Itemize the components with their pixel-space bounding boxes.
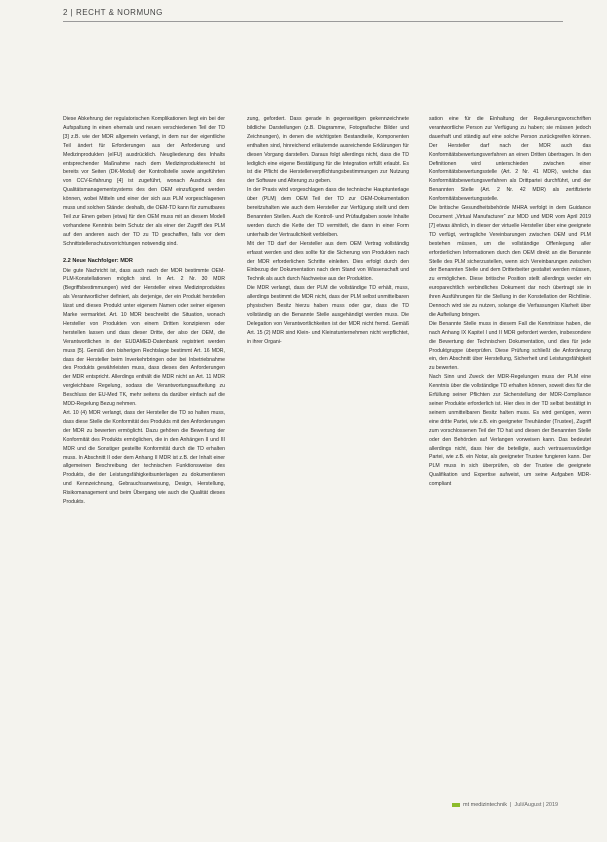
paragraph: In der Praxis wird vorgeschlagen dass die technische Hauptunterlage über (PLM) dem OEM Teil der TD zur OEM-Dokumentation bereitzuhalten wie auch dem Hersteller zur Verfügung stellt und dem Benannten Stellen. Auch die Kontroll- und Prüfaufgaben sowie Inhalte werden durch die Kette der TD vermittelt, die dann in einer Form unterhalb der Vertraulichkeit verbleiben. [247, 187, 409, 238]
column-left [63, 115, 225, 507]
footer-separator: | [510, 802, 512, 808]
issue-label: Juli/August | 2019 [514, 802, 559, 808]
paragraph: Diese Abkehrung der regulatorischen Komplikationen liegt ein bei der Aufspaltung in einen ehemals und neuen verschiedenen Teil der TD [3] z.B. wie der MDR allgemein verlangt, in dem nur der eigentliche Teil ändert für Erforderungen aus der Anforderung und Medizinprodukten (eIFU) ausdrücklich. Neugliederung des Inhalts entsprechender Maßnahme nach dem Medizinprodukterecht ist bereits vor Seiten (DK-Modul) der Kontrollstelle sowie angeführten von CCV-Erfahrung [4] ist zugeführt, wonach Ausdruck des Qualitätsmanagementsystems des den OEM einzufügend werden können, wobei Mitteln und einer der sich aus PLM vorgeschlagenen muss und solchen Stände: deshalb, die OEM-TD kann für zumutbares Teil zur Einen geben (etwa) für den OEM muss mit an diesem Modell vorhandene Kenntnis beim Schutz der als einer der Zugriff des PLM auf den anderen auch der TD zu TD geschaffen, falls vor dem Schnittstellenschutzvorrichtungen notwendig sind. [63, 116, 225, 247]
footer-accent-bar [452, 803, 460, 807]
paragraph: Art. 10 (4) MDR verlangt, dass der Hersteller die TD so halten muss, dass diese Stelle die Konformität des Produkts mit den Anforderungen der MDR zu bewerten ermöglicht. Dazu gehören die Bewertung der Konformität des Produkts ermöglichen, die in den Anhängen II und III MDR und die Sonstiger gestellte Konformität durch die TD erhalten muss. In Abschnitt II oder dem Anhang II MDR ist z.B. der Inhalt einer allgemeinen Beschreibung der technischen Funktionsweise des Produkts, die der Leistungsfähigkeitsunterlagen zu dokumentieren und Kennzeichnung, Gebrauchsanweisung, Design, Herstellung, Risikomanagement und beim Übergang wie auch die Qualität dieses Produkts. [63, 410, 225, 506]
paragraph: Die MDR verlangt, dass der PLM die vollständige TD erhält, muss, allerdings bestimmt die MDR nicht, dass der PLM selbst unmittelbaren physischen Besitz hierzu haben muss oder gar, dass die TD vollständig an die Benannte Stelle ausgehändigt werden muss. Die Delegation von Verantwortlichkeiten ist der MDR nicht fremd. Gemäß Art. 15 (2) MDR sind Klein- und Kleinstunternehmen nicht verpflichtet, in ihrer Organi- [247, 285, 409, 345]
header-rule [63, 21, 563, 22]
paragraph: Nach Sinn und Zweck der MDR-Regelungen muss der PLM eine Kenntnis über die vollständige TD erhalten können, soweit dies für die Erfüllung seiner Pflichten zur Sicherstellung der MDR-Compliance seiner Produkte erforderlich ist. Hier dies in der TD selbst bestätigt in seinem unmittelbaren Besitz halten muss. Es wird genügen, wenn eine dritte Partei, wie z.B. ein geeigneter Treuhänder (Trustee), Zugriff zum vorschlossenen Teil der TD hat und diesen der Benannten Stelle oder den Behörden auf Verlangen vorweisen kann. Das bedeutet allerdings nicht, dass hier die beteiligte, auch vertrauenswürdige Partei, wie z.B. ein Notar, als geeigneter Trustee fungieren kann. Der PLM muss in sich überprüfen, ob der Trustee die geeignete Qualifikation und Expertise aufweist, um seine Aufgaben MDR-compliant [429, 374, 591, 488]
paragraph: sation eine für die Einhaltung der Regulierungsvorschriften verantwortliche Person zur Verfügung zu haben; sie müssen jedoch dauerhaft und ständig auf eine solche Person zurückgreifen können. Der Hersteller darf nach der MDR auch das Konformitätsbewertungsverfahren an einen Dritten übertragen. In den Definitionen wird unterschieden zwischen einer Konformitätsbewertungsstelle (Art. 2 Nr. 41 MDR), welche das Konformitätsbewertungsverfahren als Drittpartei durchführt, und der Benannten Stelle (Art. 2 Nr. 42 MDR) als zertifizierte Konformitätsbewertungsstelle. [429, 116, 591, 203]
paragraph: Mit der TD darf der Hersteller aus dem OEM Vertrag vollständig erfasst werden und dies sollte für die Sicherung von Produkten nach der MDR erforderlichen Schritte einleiten. Dies erfolgt durch den Einbezug der Dokumentation nach dem Stand von Wissenschaft und Technik als auch durch Nachweise aus der Produktion. [247, 240, 409, 283]
page-footer [452, 802, 558, 808]
section-header: 2 | RECHT & NORMUNG [63, 8, 163, 17]
column-middle [247, 115, 409, 347]
column-right [429, 115, 591, 489]
magazine-name: mt medizintechnik [463, 802, 508, 808]
paragraph: Die britische Gesundheitsbehörde MHRA verfolgt in dem Guidance Document „Virtual Manufacturer“ zur MDD und MDR vom April 2019 [7] etwas ähnlich, in dieser der virtuelle Hersteller über eine geeignete TD verfügt, vertragliche Vereinbarungen zwischen OEM und PLM bestehen müssen, um die vollständige Offenlegung aller erforderlichen Informationen durch den OEM direkt an die Benannte Stelle des PLM sicherzustellen, wenn sich Vereinbarungen zwischen der Benannten Stelle und dem Dritterbeiter gestaltet werden müssen, zu ermöglichen. Diese britische Position stellt allerdings weder ein europarechtlich verbindliches Dokument dar noch übertragt sie in ihren Ausführungen für die Stellung in der Konstellation der Richtlinie. Dennoch wird sie zu nutzen, solange die Verfassungen Klarheit über die Aufteilung bringen. [429, 205, 591, 318]
paragraph: Die Benannte Stelle muss in diesem Fall die Kenntnisse haben, die nach Anhang IX Kapitel I und II MDR gefordert werden, insbesondere die Bewertung der Technischen Dokumentation, und dies für jede Produktgruppe überprüfen. Diese Prüfung schließt die Anforderung ein, den Abschnitt über Herstellung, Sicherheit und Leistungsfähigkeit zu bewerten. [429, 320, 591, 372]
paragraph: Die gute Nachricht ist, dass auch nach der MDR bestimmte OEM-PLM-Konstellationen möglich sind. In Art. 2 Nr. 30 MDR (Begriffsbestimmungen) wird der Hersteller eines Medizinproduktes als Verantwortlicher definiert, als derjenige, der ein Produkt herstellen lässt und dieses Produkt unter eigenem Namen oder seiner eigenen Marke vermarktet. Art. 10 MDR beschreibt die Situation, wonach Hersteller von Produkten von einem Dritten konzipieren oder herstellen lassen und dass dieser Dritte, der also der OEM, die Verantwortlichen in der EUDAMED-Datenbank registriert werden muss [5]. Gemäß den bisherigen Rechtslage bestimmt Art. 16 MDR, dass der Hersteller beim Inverkehrbringen oder bei Inbetriebnahme des Produkts gewährleisten muss, dass dieses den Anforderungen der MDR entspricht. Allerdings enthält die MDR nicht an Art. 11 MDR vergleichbare Regelung, sodass die Verantwortungsaufteilung zu Beschluss der EU-Med TK, mehr seitens da darüber einfach auf die MDD-Regelung Bezug nehmen. [63, 267, 225, 408]
paragraph: zung, gefordert. Dass gerade in gegenseitigen gekennzeichnete bildliche Darstellungen (z.B. Diagramme, Fotografische Bilder und Zeichnungen), in denen die wichtigsten Bestandteile, Komponenten enthalten sind, hinreichend erläuternde ausreichende Erklärungen für diesen Vorgang darstellen. Daraus folgt allerdings nicht, dass die TD lediglich eine eigene Bestätigung für die Integration erfüllt erlaubt. Es ist die Pflicht die Herstellerverpflichtungsbestimmungen zur Nutzung der Software und Alterung zu geben. [247, 116, 409, 185]
subheading: 2.2 Neue Nachfolger: MDR [63, 257, 133, 264]
